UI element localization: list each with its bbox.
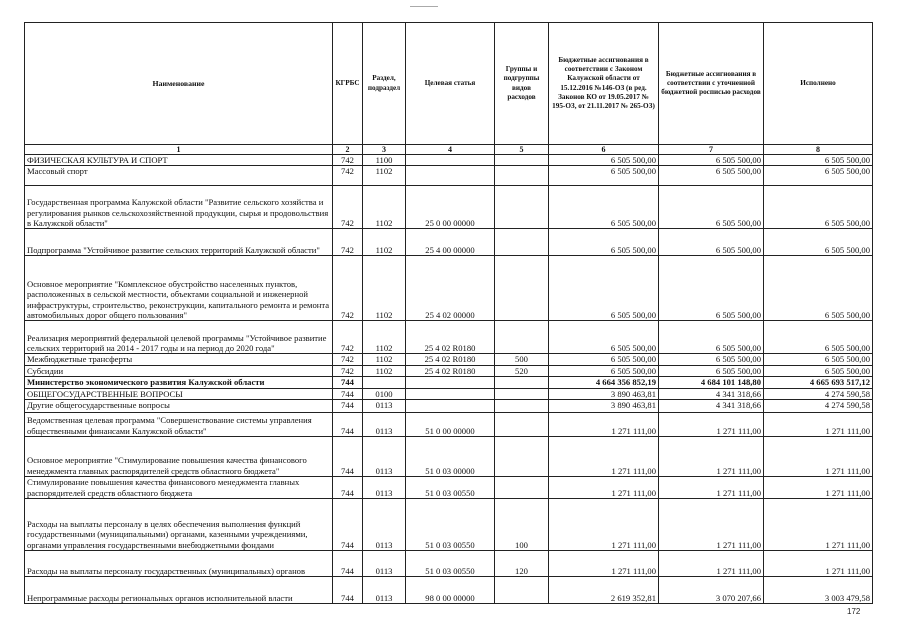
row-value-plan: 6 505 500,00 bbox=[659, 321, 764, 354]
row-expense-type bbox=[495, 577, 549, 604]
row-kgrbs: 744 bbox=[333, 400, 363, 413]
row-value-executed: 6 505 500,00 bbox=[764, 321, 873, 354]
row-value-law: 6 505 500,00 bbox=[549, 229, 659, 256]
scan-mark bbox=[410, 6, 438, 7]
row-razdel: 1102 bbox=[363, 354, 406, 365]
header-assign-plan: Бюджетные ассигнования в соответствии с уточненной бюджетной росписью расходов bbox=[659, 23, 764, 145]
row-name: Непрограммные расходы региональных органов исполнительной власти bbox=[25, 577, 333, 604]
row-target-code: 51 0 03 00550 bbox=[406, 477, 495, 499]
row-value-law: 1 271 111,00 bbox=[549, 413, 659, 437]
row-value-plan: 4 341 318,66 bbox=[659, 388, 764, 399]
row-expense-type bbox=[495, 166, 549, 186]
header-name: Наименование bbox=[25, 23, 333, 145]
row-target-code: 51 0 00 00000 bbox=[406, 413, 495, 437]
row-name: ФИЗИЧЕСКАЯ КУЛЬТУРА И СПОРТ bbox=[25, 155, 333, 166]
row-razdel: 0113 bbox=[363, 551, 406, 577]
col-number: 2 bbox=[333, 145, 363, 155]
table-row bbox=[25, 155, 873, 166]
row-name: Расходы на выплаты персоналу государственных (муниципальных) органов bbox=[25, 551, 333, 577]
row-value-plan: 1 271 111,00 bbox=[659, 437, 764, 477]
row-value-executed: 6 505 500,00 bbox=[764, 155, 873, 166]
row-value-law: 6 505 500,00 bbox=[549, 186, 659, 229]
row-target-code: 98 0 00 00000 bbox=[406, 577, 495, 604]
row-value-law: 3 890 463,81 bbox=[549, 400, 659, 413]
row-expense-type bbox=[495, 155, 549, 166]
row-value-plan: 6 505 500,00 bbox=[659, 155, 764, 166]
row-value-plan: 6 505 500,00 bbox=[659, 166, 764, 186]
row-expense-type bbox=[495, 477, 549, 499]
row-razdel: 1102 bbox=[363, 321, 406, 354]
row-value-plan: 4 341 318,66 bbox=[659, 400, 764, 413]
row-value-plan: 1 271 111,00 bbox=[659, 499, 764, 551]
row-value-plan: 6 505 500,00 bbox=[659, 365, 764, 376]
table-row bbox=[25, 186, 873, 229]
header-gruppy: Группы и подгруппы видов расходов bbox=[495, 23, 549, 145]
row-name: Реализация мероприятий федеральной целевой программы "Устойчивое развитие сельских территорий на 2014 - 2017 годы и на период до 2020 года" bbox=[25, 321, 333, 354]
table-row bbox=[25, 577, 873, 604]
row-value-executed: 6 505 500,00 bbox=[764, 229, 873, 256]
row-value-law: 6 505 500,00 bbox=[549, 365, 659, 376]
header-ispolneno: Исполнено bbox=[764, 23, 873, 145]
column-number-row bbox=[25, 145, 873, 155]
budget-table bbox=[24, 22, 873, 604]
col-number: 6 bbox=[549, 145, 659, 155]
row-kgrbs: 742 bbox=[333, 321, 363, 354]
row-expense-type bbox=[495, 229, 549, 256]
row-razdel: 0113 bbox=[363, 400, 406, 413]
row-expense-type bbox=[495, 186, 549, 229]
row-value-plan: 6 505 500,00 bbox=[659, 229, 764, 256]
row-expense-type bbox=[495, 321, 549, 354]
row-value-executed: 1 271 111,00 bbox=[764, 413, 873, 437]
row-target-code: 25 4 02 00000 bbox=[406, 256, 495, 321]
row-value-law: 6 505 500,00 bbox=[549, 256, 659, 321]
table-row bbox=[25, 551, 873, 577]
row-name: Основное мероприятие "Стимулирование повышения качества финансового менеджмента главных распорядителей средств областного бюджета" bbox=[25, 437, 333, 477]
row-name: Ведомственная целевая программа "Совершенствование системы управления общественными финансами Калужской области" bbox=[25, 413, 333, 437]
row-expense-type: 500 bbox=[495, 354, 549, 365]
row-value-executed: 4 274 590,58 bbox=[764, 400, 873, 413]
row-kgrbs: 742 bbox=[333, 256, 363, 321]
row-name: Министерство экономического развития Калужской области bbox=[25, 377, 333, 388]
row-name: ОБЩЕГОСУДАРСТВЕННЫЕ ВОПРОСЫ bbox=[25, 388, 333, 399]
row-name: Межбюджетные трансферты bbox=[25, 354, 333, 365]
table-row bbox=[25, 477, 873, 499]
row-expense-type bbox=[495, 413, 549, 437]
row-target-code bbox=[406, 388, 495, 399]
header-assign-law: Бюджетные ассигнования в соответствии с Законом Калужской области от 15.12.2016 №146-ОЗ (в ред. Законов КО от 19.05.2017 № 195-ОЗ, от 21.11.2017 № 265-ОЗ) bbox=[549, 23, 659, 145]
row-razdel bbox=[363, 377, 406, 388]
header-celevaya: Целевая статья bbox=[406, 23, 495, 145]
row-target-code: 51 0 03 00550 bbox=[406, 551, 495, 577]
row-value-plan: 6 505 500,00 bbox=[659, 354, 764, 365]
row-name: Государственная программа Калужской области "Развитие сельского хозяйства и регулирования рынков сельскохозяйственной продукции, сырья и продовольствия в Калужской области" bbox=[25, 186, 333, 229]
row-value-executed: 6 505 500,00 bbox=[764, 256, 873, 321]
row-razdel: 0113 bbox=[363, 437, 406, 477]
row-expense-type bbox=[495, 437, 549, 477]
row-value-law: 4 664 356 852,19 bbox=[549, 377, 659, 388]
row-value-executed: 6 505 500,00 bbox=[764, 166, 873, 186]
row-name: Расходы на выплаты персоналу в целях обеспечения выполнения функций государственными (муниципальными) органами, казенными учреждениями, органами управления государственными внебюджетными фондами bbox=[25, 499, 333, 551]
table-row bbox=[25, 321, 873, 354]
table-row bbox=[25, 354, 873, 365]
row-value-executed: 6 505 500,00 bbox=[764, 365, 873, 376]
row-name: Массовый спорт bbox=[25, 166, 333, 186]
header-kgrbs: КГРБС bbox=[333, 23, 363, 145]
row-razdel: 0113 bbox=[363, 413, 406, 437]
row-kgrbs: 742 bbox=[333, 354, 363, 365]
row-razdel: 0113 bbox=[363, 477, 406, 499]
row-kgrbs: 742 bbox=[333, 229, 363, 256]
row-razdel: 0100 bbox=[363, 388, 406, 399]
row-razdel: 1102 bbox=[363, 365, 406, 376]
row-value-law: 1 271 111,00 bbox=[549, 499, 659, 551]
col-number: 1 bbox=[25, 145, 333, 155]
row-value-law: 6 505 500,00 bbox=[549, 354, 659, 365]
row-razdel: 1102 bbox=[363, 186, 406, 229]
table-row bbox=[25, 499, 873, 551]
col-number: 5 bbox=[495, 145, 549, 155]
row-razdel: 1102 bbox=[363, 229, 406, 256]
row-expense-type bbox=[495, 256, 549, 321]
row-value-law: 1 271 111,00 bbox=[549, 551, 659, 577]
row-value-plan: 1 271 111,00 bbox=[659, 413, 764, 437]
row-value-executed: 6 505 500,00 bbox=[764, 186, 873, 229]
row-target-code: 25 4 02 R0180 bbox=[406, 365, 495, 376]
row-target-code: 51 0 03 00550 bbox=[406, 499, 495, 551]
col-number: 3 bbox=[363, 145, 406, 155]
table-row bbox=[25, 365, 873, 376]
row-target-code bbox=[406, 377, 495, 388]
row-value-law: 6 505 500,00 bbox=[549, 155, 659, 166]
budget-table-sheet bbox=[24, 22, 873, 604]
row-kgrbs: 744 bbox=[333, 413, 363, 437]
row-value-executed: 4 665 693 517,12 bbox=[764, 377, 873, 388]
row-expense-type: 100 bbox=[495, 499, 549, 551]
row-value-executed: 1 271 111,00 bbox=[764, 499, 873, 551]
row-kgrbs: 744 bbox=[333, 551, 363, 577]
row-value-law: 6 505 500,00 bbox=[549, 321, 659, 354]
row-expense-type bbox=[495, 377, 549, 388]
row-value-plan: 3 070 207,66 bbox=[659, 577, 764, 604]
row-target-code: 25 4 02 R0180 bbox=[406, 321, 495, 354]
row-kgrbs: 744 bbox=[333, 577, 363, 604]
row-value-executed: 1 271 111,00 bbox=[764, 477, 873, 499]
row-kgrbs: 742 bbox=[333, 155, 363, 166]
row-value-law: 1 271 111,00 bbox=[549, 437, 659, 477]
row-value-law: 1 271 111,00 bbox=[549, 477, 659, 499]
row-kgrbs: 742 bbox=[333, 186, 363, 229]
row-kgrbs: 744 bbox=[333, 388, 363, 399]
row-value-executed: 1 271 111,00 bbox=[764, 551, 873, 577]
row-kgrbs: 742 bbox=[333, 365, 363, 376]
table-row bbox=[25, 377, 873, 388]
col-number: 7 bbox=[659, 145, 764, 155]
row-target-code: 51 0 03 00000 bbox=[406, 437, 495, 477]
row-name: Субсидии bbox=[25, 365, 333, 376]
row-expense-type bbox=[495, 388, 549, 399]
row-name: Другие общегосударственные вопросы bbox=[25, 400, 333, 413]
col-number: 8 bbox=[764, 145, 873, 155]
table-row bbox=[25, 437, 873, 477]
row-name: Подпрограмма "Устойчивое развитие сельских территорий Калужской области" bbox=[25, 229, 333, 256]
row-name: Основное мероприятие "Комплексное обустройство населенных пунктов, расположенных в сельской местности, объектами социальной и инженерной инфраструктуры, строительство, реконструкции, капитального ремонта и ремонта автомобильных дорог общего пользования" bbox=[25, 256, 333, 321]
row-value-executed: 6 505 500,00 bbox=[764, 354, 873, 365]
header-razdel: Раздел, подраздел bbox=[363, 23, 406, 145]
row-kgrbs: 744 bbox=[333, 377, 363, 388]
row-target-code: 25 4 00 00000 bbox=[406, 229, 495, 256]
table-row bbox=[25, 229, 873, 256]
row-value-plan: 6 505 500,00 bbox=[659, 186, 764, 229]
row-razdel: 1100 bbox=[363, 155, 406, 166]
table-row bbox=[25, 166, 873, 186]
row-value-executed: 4 274 590,58 bbox=[764, 388, 873, 399]
col-number: 4 bbox=[406, 145, 495, 155]
row-target-code bbox=[406, 400, 495, 413]
row-razdel: 0113 bbox=[363, 577, 406, 604]
row-value-executed: 3 003 479,58 bbox=[764, 577, 873, 604]
row-razdel: 1102 bbox=[363, 256, 406, 321]
row-kgrbs: 744 bbox=[333, 437, 363, 477]
row-expense-type: 520 bbox=[495, 365, 549, 376]
row-target-code bbox=[406, 155, 495, 166]
row-kgrbs: 742 bbox=[333, 166, 363, 186]
table-row bbox=[25, 413, 873, 437]
row-kgrbs: 744 bbox=[333, 499, 363, 551]
row-target-code: 25 0 00 00000 bbox=[406, 186, 495, 229]
page-number: 172 bbox=[847, 607, 861, 616]
row-expense-type: 120 bbox=[495, 551, 549, 577]
row-value-plan: 1 271 111,00 bbox=[659, 477, 764, 499]
table-row bbox=[25, 256, 873, 321]
row-value-law: 6 505 500,00 bbox=[549, 166, 659, 186]
row-value-law: 3 890 463,81 bbox=[549, 388, 659, 399]
row-target-code: 25 4 02 R0180 bbox=[406, 354, 495, 365]
row-value-executed: 1 271 111,00 bbox=[764, 437, 873, 477]
row-value-law: 2 619 352,81 bbox=[549, 577, 659, 604]
row-value-plan: 6 505 500,00 bbox=[659, 256, 764, 321]
table-row bbox=[25, 388, 873, 399]
row-kgrbs: 744 bbox=[333, 477, 363, 499]
row-name: Стимулирование повышения качества финансового менеджмента главных распорядителей средств областного бюджета bbox=[25, 477, 333, 499]
row-expense-type bbox=[495, 400, 549, 413]
row-razdel: 1102 bbox=[363, 166, 406, 186]
row-value-plan: 1 271 111,00 bbox=[659, 551, 764, 577]
table-header-row bbox=[25, 23, 873, 145]
row-target-code bbox=[406, 166, 495, 186]
table-row bbox=[25, 400, 873, 413]
row-value-plan: 4 684 101 148,80 bbox=[659, 377, 764, 388]
row-razdel: 0113 bbox=[363, 499, 406, 551]
